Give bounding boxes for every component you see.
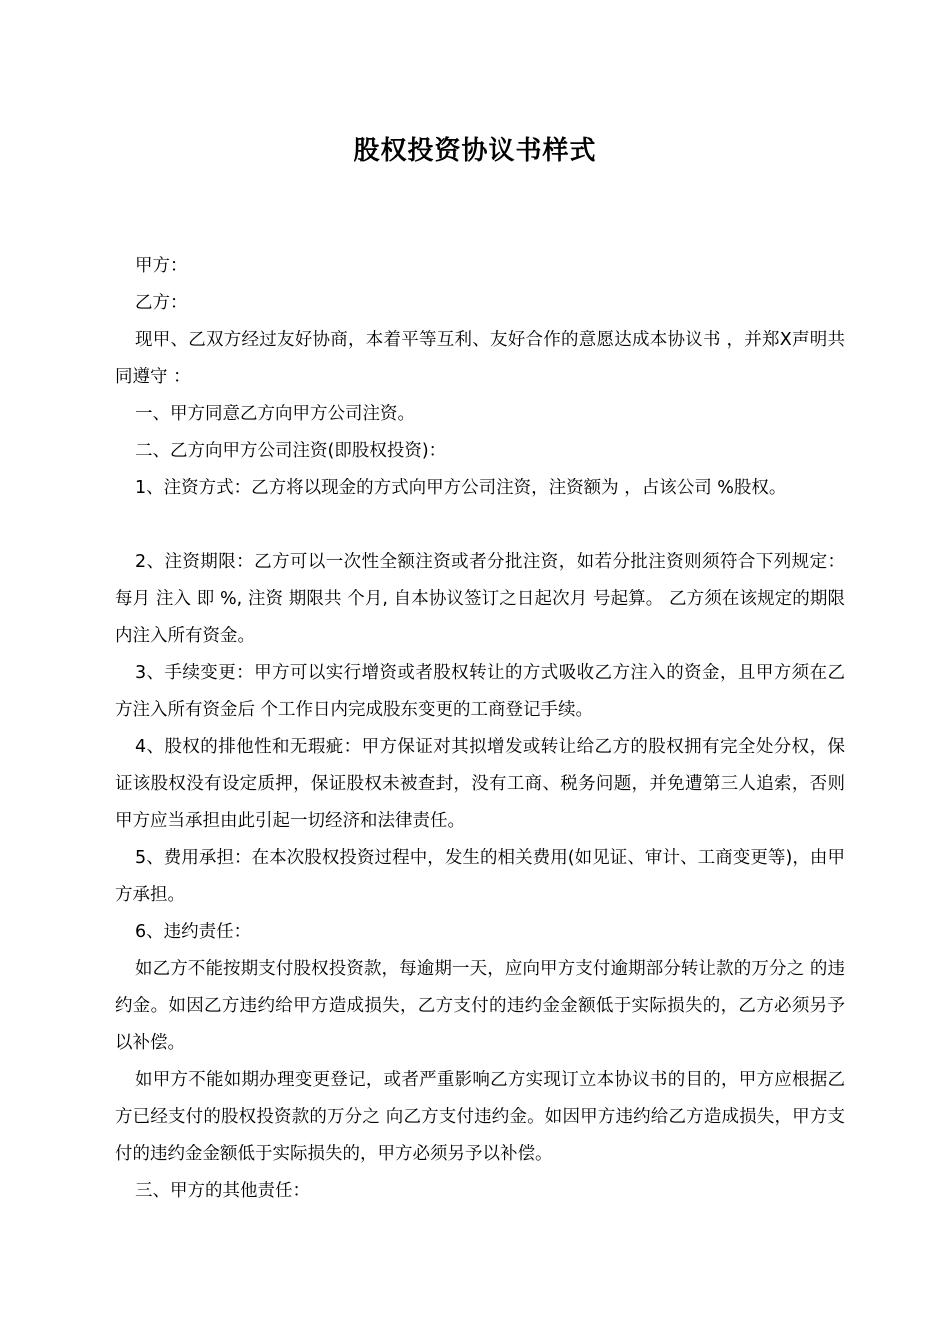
document-title: 股权投资协议书样式	[353, 136, 597, 166]
clause-2-item-2: 2、注资期限：乙方可以一次性全额注资或者分批注资，如若分批注资则须符合下列规定：每月 注入 即 %, 注资 期限共 个月, 自本协议签订之日起次月 号起算。 乙方须在该规定的期限内注入所有资金。	[115, 552, 845, 646]
party-a-line: 甲方：	[135, 256, 188, 276]
clause-2-item-5: 5、费用承担：在本次股权投资过程中，发生的相关费用(如见证、审计、工商变更等)，由甲方承担。	[115, 848, 845, 905]
liability-party-a-paragraph: 如甲方不能如期办理变更登记，或者严重影响乙方实现订立本协议书的目的，甲方应根据乙方已经支付的股权投资款的万分之 向乙方支付违约金。如因甲方违约给乙方造成损失，甲方支付的违约金金额低于实际损失的，甲方必须另予以补偿。	[115, 1070, 845, 1164]
clause-1-heading: 一、甲方同意乙方向甲方公司注资。	[135, 404, 415, 424]
clause-2-heading: 二、乙方向甲方公司注资(即股权投资)：	[135, 441, 447, 461]
clause-2-item-3: 3、手续变更：甲方可以实行增资或者股权转让的方式吸收乙方注入的资金，且甲方须在乙方注入所有资金后 个工作日内完成股东变更的工商登记手续。	[115, 663, 845, 720]
preamble-paragraph: 现甲、乙双方经过友好协商，本着平等互利、友好合作的意愿达成本协议书 ，并郑X声明共同遵守 ：	[115, 330, 845, 387]
clause-2-item-4: 4、股权的排他性和无瑕疵：甲方保证对其拟增发或转让给乙方的股权拥有完全处分权，保证该股权没有设定质押，保证股权未被查封，没有工商、税务问题，并免遭第三人追索，否则甲方应当承担由此引起一切经济和法律责任。	[115, 737, 845, 831]
clause-2-item-1: 1、注资方式：乙方将以现金的方式向甲方公司注资，注资额为 ，占该公司 %股权。	[135, 478, 787, 498]
clause-2-item-6: 6、违约责任：	[135, 922, 252, 942]
document-body	[115, 248, 845, 1210]
clause-3-heading: 三、甲方的其他责任：	[135, 1181, 310, 1201]
liability-party-b-paragraph: 如乙方不能按期支付股权投资款，每逾期一天，应向甲方支付逾期部分转让款的万分之 的违约金。如因乙方违约给甲方造成损失，乙方支付的违约金金额低于实际损失的，乙方必须另予以补偿。	[115, 959, 845, 1053]
party-b-line: 乙方：	[135, 293, 188, 313]
